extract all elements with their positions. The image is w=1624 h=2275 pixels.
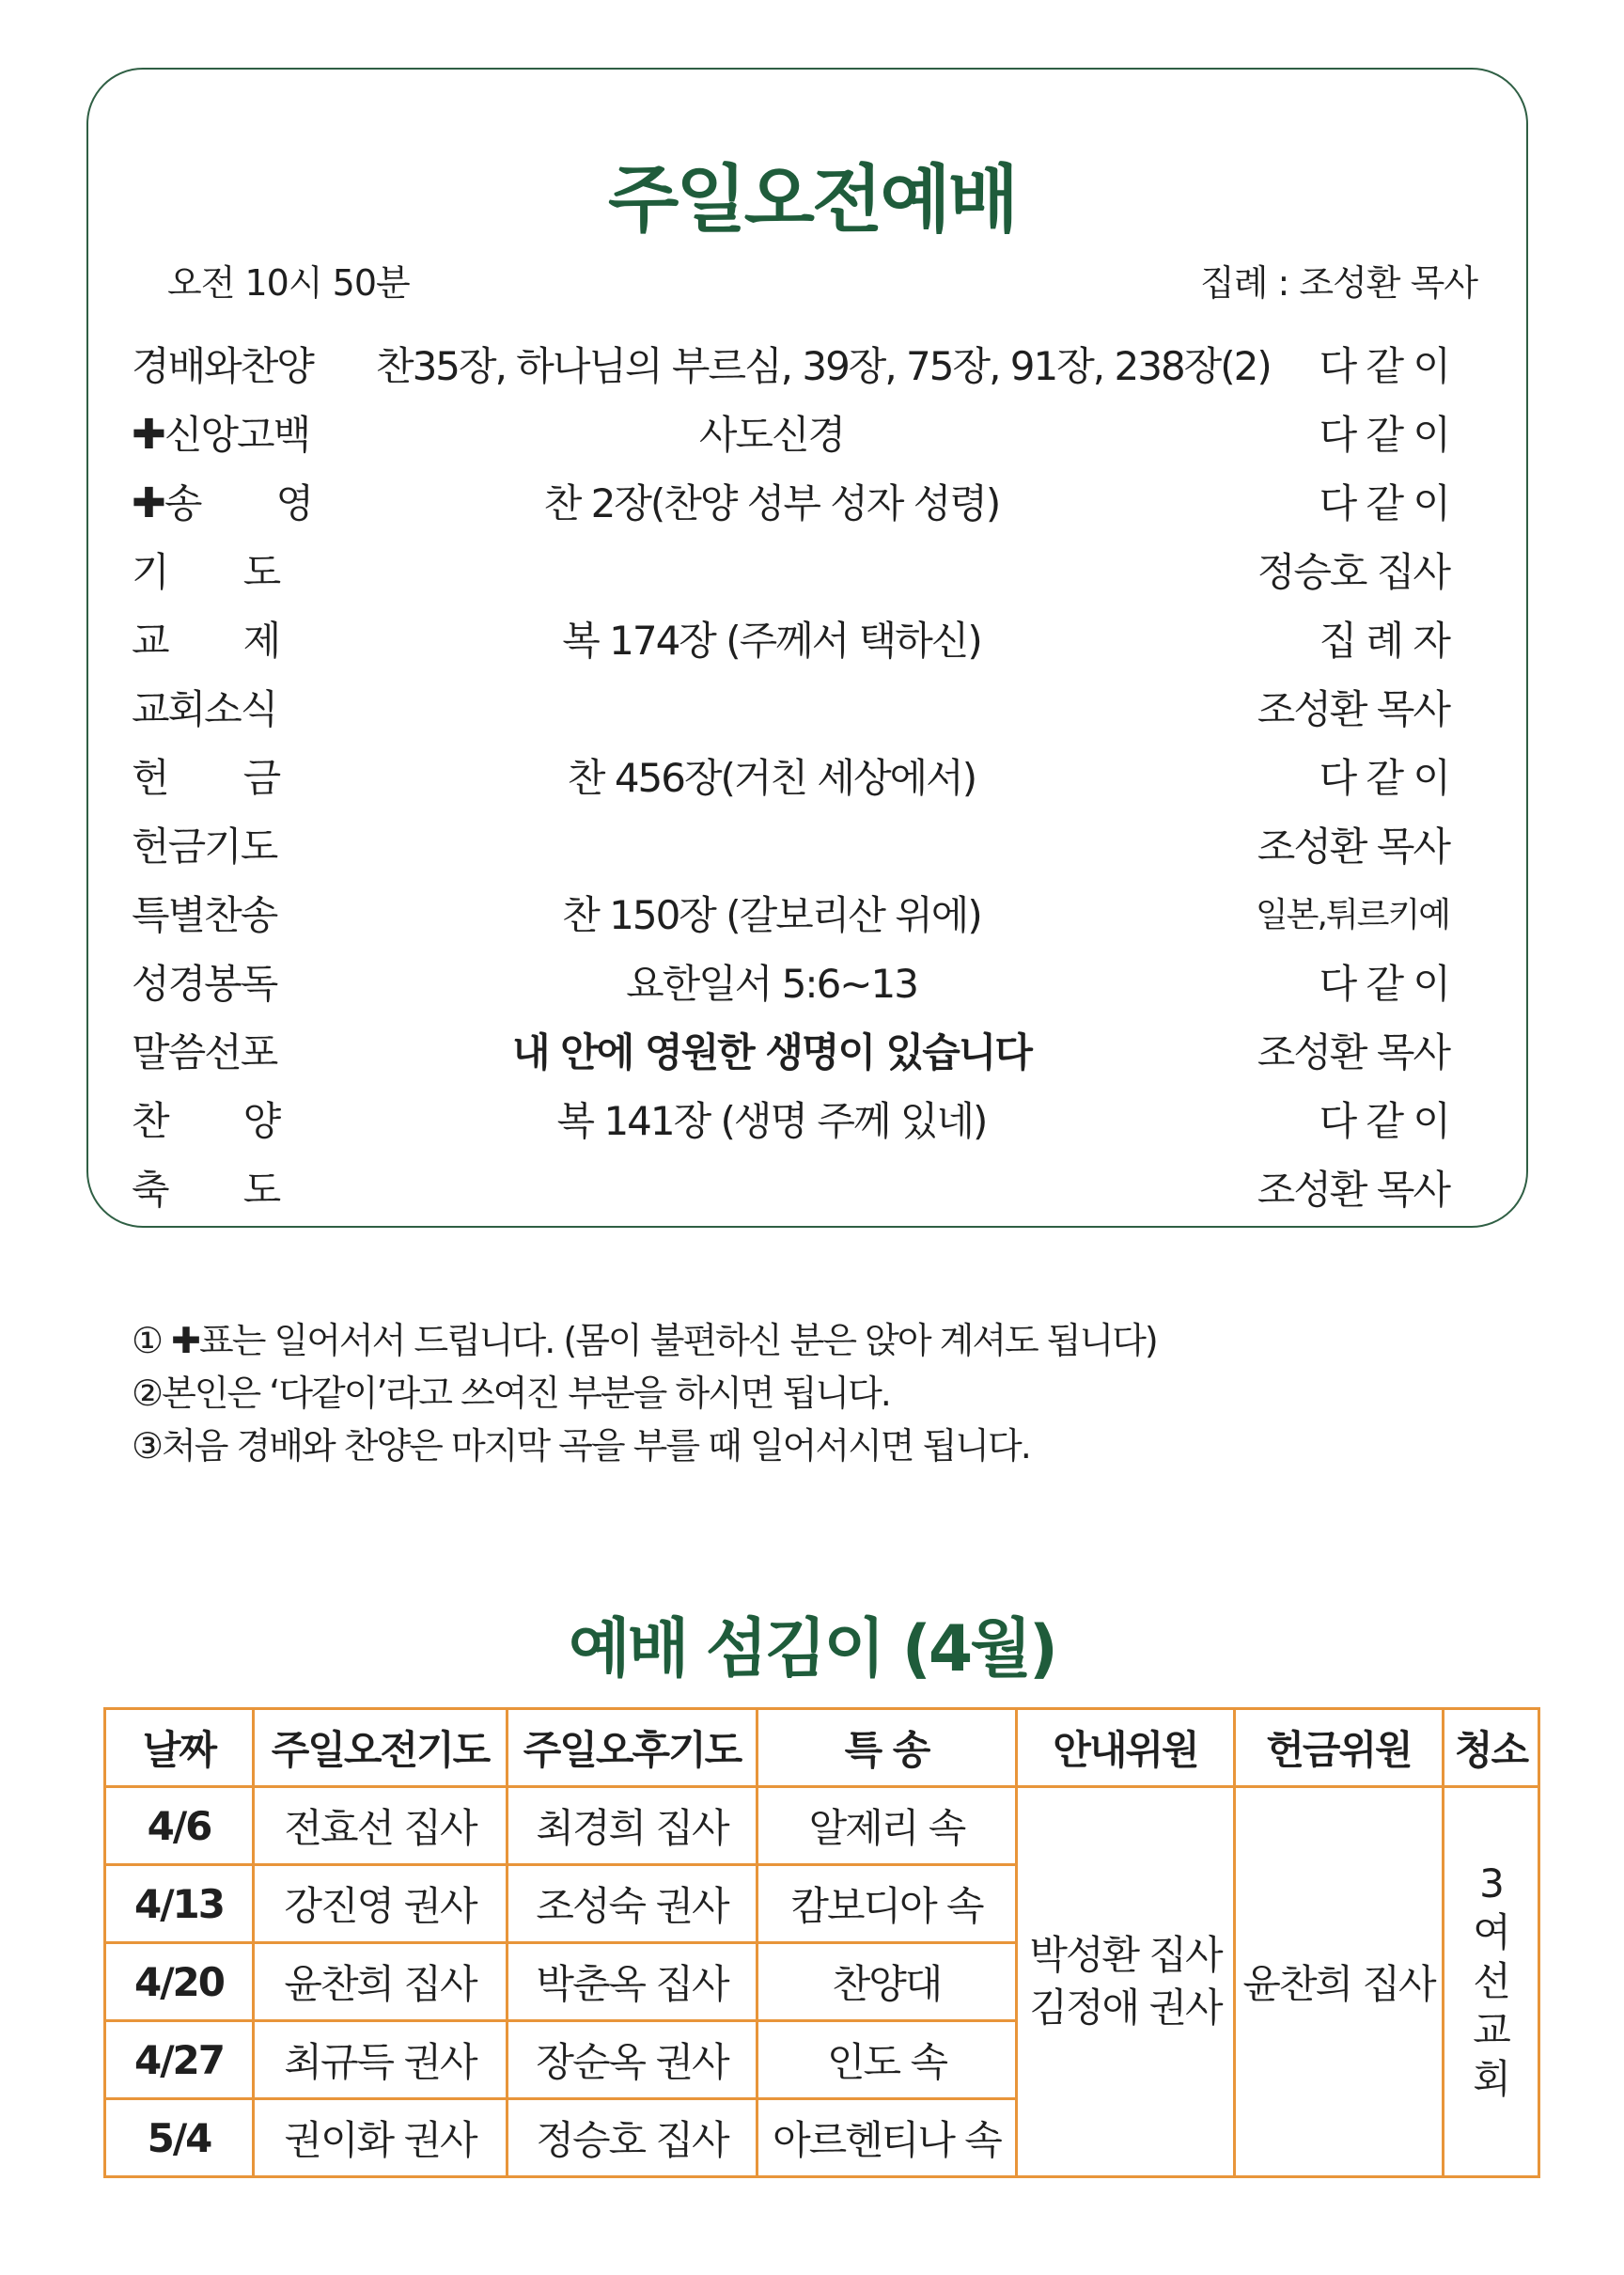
order-part: 말씀선포 [132,1028,277,1075]
order-person: 조성환 목사 [1257,1166,1449,1213]
order-part: 찬 양 [132,1097,280,1144]
cross-icon: ✚ [132,410,164,459]
order-row [132,1084,1466,1153]
table-row [105,1787,1539,1865]
header-morning-prayer: 주일오전기도 [254,1709,508,1787]
order-row [132,741,1466,809]
order-person: 조성환 목사 [1257,685,1449,732]
order-row [132,535,1466,604]
servants-table [103,1707,1540,2178]
guide-cell [1017,1787,1235,2177]
order-row [132,329,1466,398]
cross-icon: ✚ [132,479,164,527]
header-guide: 안내위원 [1017,1709,1235,1787]
header-date: 날짜 [105,1709,254,1787]
order-row [132,947,1466,1015]
morning-prayer-cell: 전효선 집사 [254,1787,508,1865]
date-cell: 5/4 [105,2099,254,2177]
order-part: 특별찬송 [132,891,277,938]
worship-leader: 집례 : 조성환 목사 [1200,262,1477,304]
guide-name: 김정애 권사 [1029,1985,1222,2031]
order-part: 헌 금 [132,754,280,801]
afternoon-prayer-cell: 최경희 집사 [508,1787,757,1865]
order-person: 집 례 자 [1319,617,1449,664]
order-content [376,672,1167,741]
order-content: 복 174장 (주께서 택하신) [562,617,981,664]
order-row [132,398,1466,466]
special-song-cell: 알제리 속 [757,1787,1017,1865]
order-row [132,604,1466,672]
order-person: 다 같 이 [1319,960,1449,1007]
order-content: 요한일서 5:6~13 [626,960,917,1007]
order-part: 성경봉독 [132,960,277,1007]
note-line: ②본인은 ‘다같이’라고 쓰여진 부분을 하시면 됩니다. [132,1373,890,1414]
order-row [132,466,1466,535]
order-content: 찬 456장(거친 세상에서) [567,754,976,801]
servants-header-row [105,1709,1539,1787]
date-cell: 4/20 [105,1943,254,2021]
order-row [132,878,1466,947]
order-person: 다 같 이 [1319,479,1449,526]
special-song-cell: 아르헨티나 속 [757,2099,1017,2177]
header-offering: 헌금위원 [1235,1709,1444,1787]
notes [132,1314,1157,1472]
sermon-title: 내 안에 영원한 생명이 있습니다 [512,1028,1031,1075]
afternoon-prayer-cell: 정승호 집사 [508,2099,757,2177]
afternoon-prayer-cell: 조성숙 권사 [508,1865,757,1943]
special-song-cell: 찬양대 [757,1943,1017,2021]
order-content [376,535,1167,604]
worship-title: 주일오전예배 [607,158,1017,243]
order-part: 경배와찬양 [132,342,313,389]
order-person: 일본,튀르키예 [1255,896,1449,934]
morning-prayer-cell: 윤찬희 집사 [254,1943,508,2021]
order-person: 다 같 이 [1319,1097,1449,1144]
header-special-song: 특 송 [757,1709,1017,1787]
order-row [132,672,1466,741]
order-person: 다 같 이 [1319,754,1449,801]
order-person: 조성환 목사 [1257,823,1449,870]
order-part: 교회소식 [132,685,277,732]
order-content [376,809,1167,878]
note-line: ③처음 경배와 찬양은 마지막 곡을 부를 때 일어서시면 됩니다. [132,1425,1030,1467]
special-song-cell: 인도 속 [757,2021,1017,2099]
order-part: 기 도 [132,548,280,595]
order-content: 찬 150장 (갈보리산 위에) [562,891,981,938]
order-row [132,1153,1466,1221]
servants-title: 예배 섬김이 (4월) [569,1612,1055,1687]
note-line: ① ✚표는 일어서서 드립니다. (몸이 불편하신 분은 앉아 계셔도 됩니다) [132,1320,1157,1361]
offering-cell: 윤찬희 집사 [1235,1787,1444,2177]
header-cleaning: 청소 [1444,1709,1539,1787]
morning-prayer-cell: 권이화 권사 [254,2099,508,2177]
order-part: ✚송 영 [132,479,313,527]
order-content: 사도신경 [698,411,845,458]
order-person: 다 같 이 [1319,411,1449,458]
order-part: ✚신앙고백 [132,410,310,459]
order-person: 다 같 이 [1319,342,1449,389]
morning-prayer-cell: 강진영 권사 [254,1865,508,1943]
cleaning-cell: 3 여 선 교 회 [1444,1787,1539,2177]
special-song-cell: 캄보디아 속 [757,1865,1017,1943]
order-row [132,809,1466,878]
guide-name: 박성환 집사 [1029,1932,1222,1978]
order-content: 찬 2장(찬양 성부 성자 성령) [543,479,1000,526]
date-cell: 4/6 [105,1787,254,1865]
worship-time: 오전 10시 50분 [167,262,410,304]
date-cell: 4/27 [105,2021,254,2099]
afternoon-prayer-cell: 박춘옥 집사 [508,1943,757,2021]
order-row [132,1015,1466,1084]
header-afternoon-prayer: 주일오후기도 [508,1709,757,1787]
order-part: 축 도 [132,1166,280,1213]
order-part: 교 제 [132,617,280,664]
order-content: 찬35장, 하나님의 부르심, 39장, 75장, 91장, 238장(2) [376,342,1271,389]
order-person: 조성환 목사 [1257,1028,1449,1075]
order-person: 정승호 집사 [1257,548,1449,595]
worship-order-table [132,329,1466,1221]
morning-prayer-cell: 최규득 권사 [254,2021,508,2099]
date-cell: 4/13 [105,1865,254,1943]
order-part: 헌금기도 [132,823,277,870]
order-content [376,1153,1167,1221]
order-content: 복 141장 (생명 주께 있네) [556,1097,987,1144]
afternoon-prayer-cell: 장순옥 권사 [508,2021,757,2099]
